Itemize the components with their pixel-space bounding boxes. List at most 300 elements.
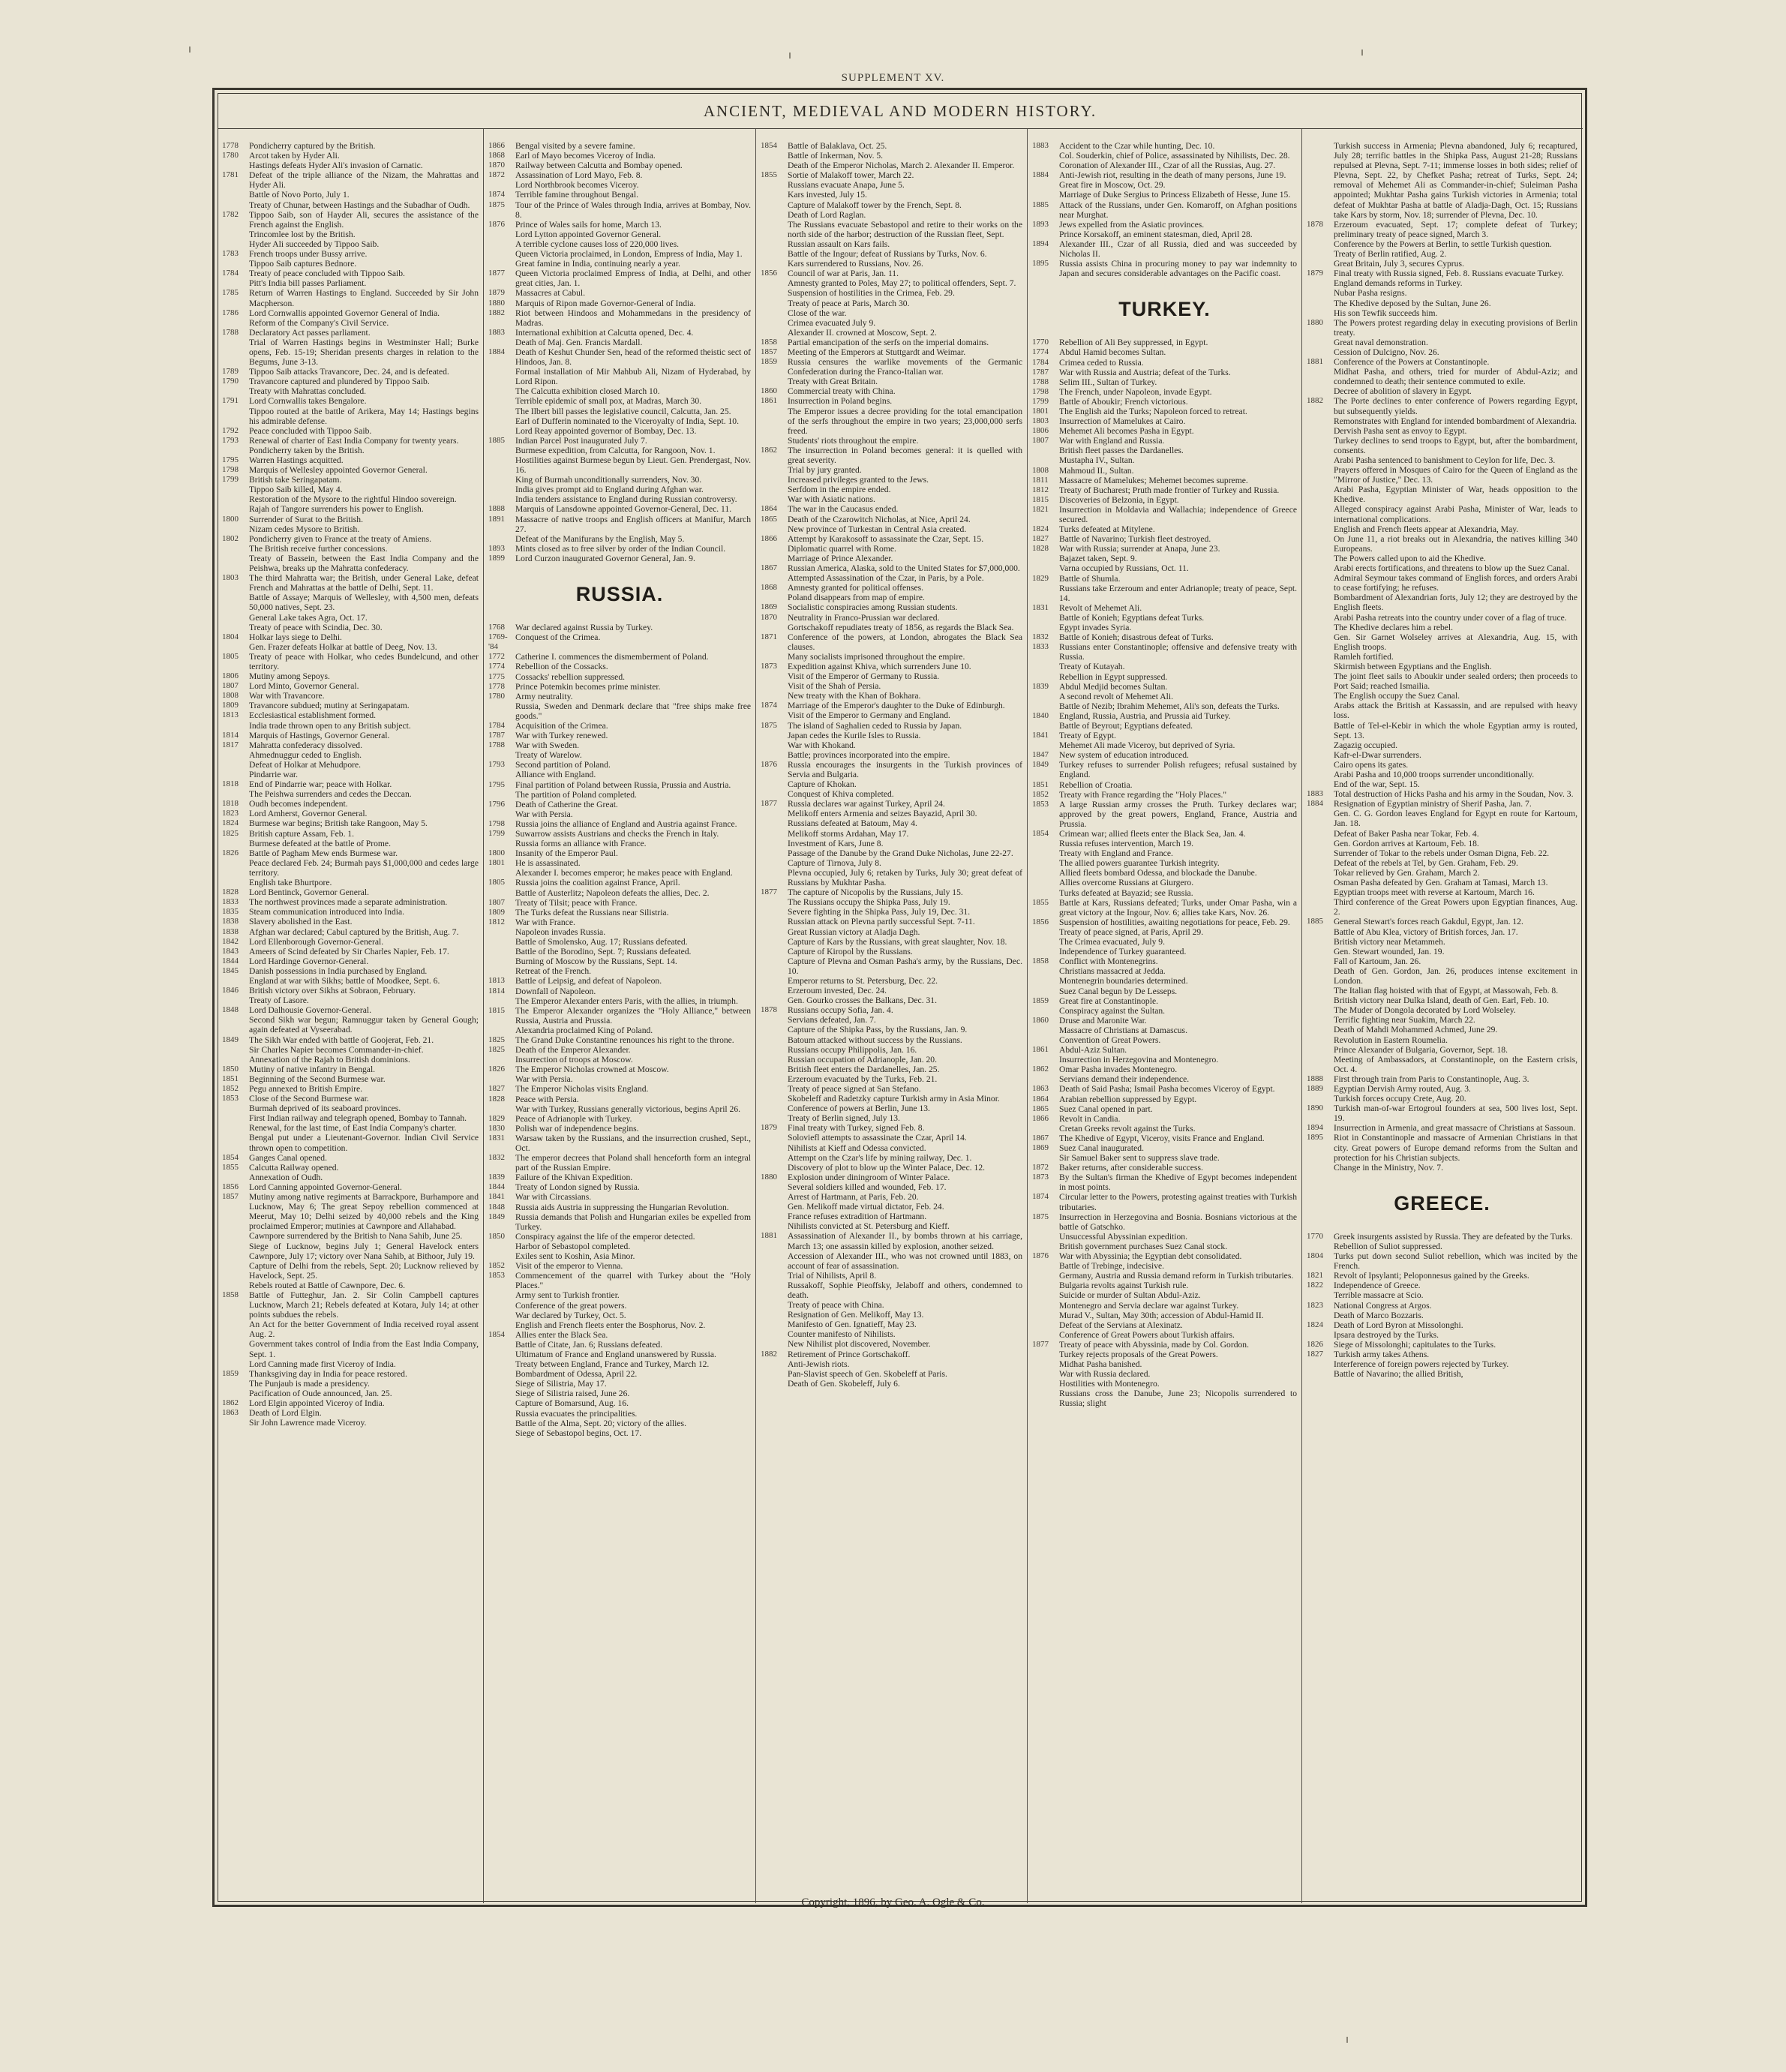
entry-text: Conference of the great powers. <box>515 1300 627 1311</box>
entry-year <box>1032 554 1059 563</box>
entry-year <box>1032 446 1059 455</box>
history-entry <box>1307 554 1577 563</box>
history-entry <box>222 534 479 544</box>
history-entry <box>761 485 1022 494</box>
entry-year <box>222 1173 249 1182</box>
entry-year: 1806 <box>1032 426 1049 436</box>
entry-year <box>1307 259 1334 269</box>
entry-text: Zagazig occupied. <box>1334 740 1397 750</box>
entry-year <box>761 1074 788 1084</box>
entry-text: Death of Lord Byron at Missolonghi. <box>1334 1320 1463 1330</box>
entry-text: Mutiny among native regiments at Barrackpore, Burhampore and Lucknow, May 6; The great Sepoy rebellion commenced at Meerut, May 10; Delhi seized by 40,000 rebels and the King proclaimed Emperor; mutinies at Cawnpore and Allahabad. <box>249 1192 479 1232</box>
entry-text: Battle of Trebinge, indecisive. <box>1059 1261 1165 1272</box>
entry-year <box>222 1123 249 1133</box>
entry-year <box>1307 721 1334 740</box>
history-entry <box>488 829 751 839</box>
entry-year: 1854 <box>222 1152 239 1162</box>
entry-year <box>1307 995 1334 1005</box>
entry-text: Partial emancipation of the serfs on the imperial domains. <box>788 337 989 347</box>
history-entry <box>1307 1281 1577 1290</box>
entry-text: Treaty of London signed by Russia. <box>515 1182 640 1193</box>
history-entry <box>222 1065 479 1074</box>
history-entry <box>488 1173 751 1182</box>
history-entry <box>488 672 751 682</box>
entry-text: End of Pindarrie war; peace with Holkar. <box>249 779 392 790</box>
entry-year <box>222 750 249 760</box>
entry-year <box>222 338 249 367</box>
entry-text: Increased privileges granted to the Jews. <box>788 475 929 485</box>
history-entry <box>222 190 479 200</box>
entry-year: 1867 <box>1032 1133 1049 1143</box>
entry-year: 1864 <box>1032 1094 1049 1104</box>
entry-text: New province of Turkestan in Central Asia created. <box>788 524 967 534</box>
history-entry <box>488 230 751 239</box>
entry-year <box>761 1153 788 1163</box>
entry-year: 1821 <box>1307 1271 1323 1281</box>
entry-text: Government takes control of India from the East India Company, Sept. 1. <box>249 1339 479 1359</box>
entry-year <box>1307 839 1334 848</box>
history-entry <box>1032 632 1297 642</box>
entry-text: Trial by jury granted. <box>788 465 862 476</box>
entry-year <box>761 691 788 701</box>
entry-text: Arabi Pasha and 10,000 troops surrender unconditionally. <box>1334 770 1535 779</box>
entry-text: Arabi Pasha, Egyptian Minister of War, heads opposition to the Khedive. <box>1334 485 1577 505</box>
entry-text: War with Sweden. <box>515 740 580 751</box>
entry-text: Pan-Slavist speech of Gen. Skobeleff at Paris. <box>788 1368 947 1379</box>
entry-year <box>488 701 515 721</box>
entry-text: Treaty of peace at Paris, March 30. <box>788 298 910 308</box>
entry-text: Turkey refuses to surrender Polish refugees; refusal sustained by England. <box>1059 760 1297 780</box>
history-entry <box>222 1055 479 1065</box>
entry-text: Alleged conspiracy against Arabi Pasha, Minister of War, leads to international complications. <box>1334 504 1577 524</box>
entry-year <box>488 1398 515 1408</box>
entry-year <box>222 593 249 612</box>
entry-year <box>222 1261 249 1281</box>
history-entry <box>761 897 1022 907</box>
history-entry <box>761 200 1022 210</box>
history-entry <box>488 731 751 740</box>
entry-year: 1824 <box>222 818 239 828</box>
history-entry <box>1307 1290 1577 1300</box>
history-entry <box>1032 141 1297 151</box>
entry-text: Montenegrin boundaries determined. <box>1059 976 1188 986</box>
entry-text: Japan cedes the Kurile Isles to Russia. <box>788 730 921 740</box>
entry-text: Russia assists China in procuring money to pay war indemnity to Japan and secures considerable advantages on the Pacific coast. <box>1059 259 1297 279</box>
entry-year: 1858 <box>222 1290 239 1299</box>
history-entry <box>222 976 479 986</box>
entry-text: Emperor returns to St. Petersburg, Dec. 22. <box>788 975 938 986</box>
entry-year <box>1307 485 1334 504</box>
history-entry <box>1032 731 1297 740</box>
entry-text: Final treaty with Russia signed, Feb. 8. Russians evacuate Turkey. <box>1334 269 1564 279</box>
history-entry <box>488 819 751 829</box>
history-entry <box>488 760 751 770</box>
entry-year <box>1032 180 1059 190</box>
entry-year: 1889 <box>1307 1084 1323 1093</box>
history-entry <box>1307 426 1577 436</box>
entry-text: Conspiracy against the Sultan. <box>1059 1005 1166 1016</box>
history-entry <box>488 662 751 671</box>
history-entry <box>1032 1212 1297 1232</box>
entry-text: Amnesty granted to Poles, May 27; to political offenders, Sept. 7. <box>788 278 1016 289</box>
history-entry <box>222 161 479 170</box>
entry-year <box>1307 671 1334 691</box>
entry-year <box>488 947 515 956</box>
entry-text: The Grand Duke Constantine renounces his right to the throne. <box>515 1034 734 1045</box>
entry-text: The Khedive deposed by the Sultan, June 26. <box>1334 298 1491 308</box>
history-entry <box>1032 347 1297 357</box>
history-entry <box>761 671 1022 681</box>
entry-year <box>222 1045 249 1055</box>
entry-text: Reform of the Company's Civil Service. <box>249 317 389 328</box>
entry-year <box>222 770 249 779</box>
entry-year <box>488 230 515 239</box>
entry-text: Tippoo Saib captures Bednore. <box>249 259 357 269</box>
entry-text: Omar Pasha invades Montenegro. <box>1059 1065 1178 1075</box>
history-entry <box>761 740 1022 750</box>
history-entry <box>1032 397 1297 407</box>
history-entry <box>488 1212 751 1232</box>
history-entry <box>1032 1320 1297 1330</box>
history-entry <box>222 1163 479 1173</box>
entry-year <box>761 1143 788 1153</box>
entry-year <box>1307 455 1334 465</box>
entry-text: Battle of Leipsig, and defeat of Napoleon. <box>515 976 662 986</box>
entry-year: 1818 <box>222 779 239 789</box>
history-entry <box>488 1114 751 1124</box>
entry-year <box>761 475 788 485</box>
entry-text: The Peishwa surrenders and cedes the Deccan. <box>249 789 412 800</box>
history-entry <box>761 544 1022 554</box>
entry-text: Renewal of charter of East India Company for twenty years. <box>249 435 459 446</box>
entry-text: Defeat of Baker Pasha near Tokar, Feb. 4. <box>1334 828 1479 839</box>
entry-text: Russians evacuate Anapa, June 5. <box>788 180 905 191</box>
history-entry <box>761 917 1022 926</box>
history-entry <box>222 760 479 770</box>
entry-year <box>1032 1281 1059 1290</box>
entry-text: Treaty of peace with Scindia, Dec. 30. <box>249 622 383 632</box>
entry-year: 1866 <box>761 533 777 543</box>
entry-text: Revolution in Eastern Roumelia. <box>1334 1034 1448 1045</box>
entry-year: 1769-'84 <box>488 632 508 652</box>
entry-year: 1876 <box>1032 1251 1049 1261</box>
entry-text: Russia, Sweden and Denmark declare that "free ships make free goods." <box>515 701 751 721</box>
entry-year <box>488 927 515 937</box>
entry-text: Massacre of Mamelukes; Mehemet becomes supreme. <box>1059 475 1248 485</box>
history-entry <box>761 161 1022 170</box>
entry-text: Defeat of the Manifurans by the English, May 5. <box>515 533 685 544</box>
history-entry <box>1307 848 1577 858</box>
entry-text: Conference by the Powers at Berlin, to settle Turkish question. <box>1334 239 1552 249</box>
entry-text: Coronation of Alexander III., Czar of all the Russias, Aug. 27. <box>1059 161 1276 171</box>
history-entry <box>488 947 751 956</box>
history-entry <box>1032 1153 1297 1163</box>
entry-year <box>1307 691 1334 701</box>
entry-year: 1857 <box>222 1192 239 1202</box>
entry-text: Melikoff enters Armenia and seizes Bayazid, April 30. <box>788 809 977 819</box>
entry-text: Suspension of hostilities in the Crimea, Feb. 29. <box>788 288 955 299</box>
entry-year: 1880 <box>488 298 505 308</box>
history-entry <box>1032 1251 1297 1261</box>
entry-text: Bengal put under a Lieutenant-Governor. Indian Civil Service thrown open to competition. <box>249 1133 479 1153</box>
entry-year: 1824 <box>1032 524 1049 534</box>
entry-year <box>761 1045 788 1055</box>
entry-year <box>1307 299 1334 308</box>
history-entry <box>488 1428 751 1438</box>
entry-year <box>488 839 515 848</box>
history-entry <box>222 1389 479 1398</box>
entry-year <box>488 1242 515 1251</box>
history-entry <box>1032 1340 1297 1350</box>
entry-year: 1844 <box>222 956 239 965</box>
entry-year <box>761 1094 788 1104</box>
history-entry <box>488 446 751 455</box>
entry-text: Burmah deprived of its seaboard provinces. <box>249 1104 401 1114</box>
entry-text: Pondicherry captured by the British. <box>249 141 376 151</box>
history-entry <box>761 347 1022 357</box>
history-entry <box>488 455 751 475</box>
entry-year <box>761 1339 788 1349</box>
entry-text: Montenegro and Servia declare war against Turkey. <box>1059 1300 1239 1311</box>
entry-year <box>1032 672 1059 682</box>
entry-year: 1842 <box>222 936 239 946</box>
entry-text: Revolt of Ipsylanti; Peloponnesus gained by the Greeks. <box>1334 1271 1529 1281</box>
history-entry <box>488 416 751 426</box>
history-entry <box>488 269 751 288</box>
entry-text: Independence of Turkey guaranteed. <box>1059 947 1187 957</box>
entry-text: Treaty of peace signed, at Paris, April 29. <box>1059 926 1204 937</box>
history-entry <box>1032 426 1297 436</box>
history-entry <box>1307 760 1577 770</box>
entry-year: 1778 <box>488 681 505 691</box>
entry-text: Great Britain, July 3, secures Cyprus. <box>1334 259 1464 269</box>
history-entry <box>488 299 751 308</box>
entry-year: 1870 <box>761 612 777 622</box>
entry-year <box>1032 1359 1059 1369</box>
history-entry <box>761 652 1022 662</box>
copyright-notice: Copyright, 1896, by Geo. A. Ogle & Co. <box>801 1896 985 1908</box>
entry-year: 1822 <box>1307 1281 1323 1290</box>
history-entry <box>488 1074 751 1084</box>
entry-text: Commercial treaty with China. <box>788 386 896 397</box>
history-entry <box>1032 682 1297 692</box>
entry-text: Ramleh fortified. <box>1334 651 1394 662</box>
entry-year <box>1032 692 1059 701</box>
history-entry <box>222 878 479 887</box>
entry-year: 1871 <box>761 632 777 641</box>
entry-year: 1851 <box>222 1074 239 1083</box>
entry-text: Ameers of Scind defeated by Sir Charles Napier, Feb. 17. <box>249 946 449 956</box>
history-entry <box>1032 858 1297 868</box>
entry-year: 1781 <box>222 170 239 180</box>
entry-text: King of Burmah unconditionally surrenders, Nov. 30. <box>515 475 702 485</box>
entry-text: Hostilities against Burmese begun by Lieut. Gen. Prendergast, Nov. 16. <box>515 455 751 476</box>
history-entry <box>222 407 479 426</box>
entry-year <box>1307 956 1334 966</box>
entry-year <box>488 338 515 347</box>
entry-text: Discovery of plot to blow up the Winter Palace, Dec. 12. <box>788 1162 986 1173</box>
entry-text: Commencement of the quarrel with Turkey about the "Holy Places." <box>515 1271 751 1291</box>
entry-text: Sortie of Malakoff tower, March 22. <box>788 170 914 181</box>
entry-year: 1828 <box>488 1094 505 1104</box>
page-title: ANCIENT, MEDIEVAL AND MODERN HISTORY. <box>703 102 1097 120</box>
entry-text: Alexander III., Czar of all Russia, died and was succeeded by Nicholas II. <box>1059 239 1297 260</box>
entry-year <box>1307 868 1334 878</box>
history-entry <box>222 1408 479 1418</box>
entry-year: 1821 <box>1032 504 1049 514</box>
history-entry <box>1032 466 1297 476</box>
entry-text: Crimea evacuated July 9. <box>788 317 876 328</box>
entry-year <box>761 299 788 308</box>
history-entry <box>222 1398 479 1408</box>
entry-text: Battle of the Borodino, Sept. 7; Russians defeated. <box>515 947 692 957</box>
history-entry <box>222 436 479 446</box>
entry-year: 1798 <box>488 818 505 828</box>
entry-year <box>488 534 515 544</box>
entry-text: Christians massacred at Jedda. <box>1059 966 1166 977</box>
entry-text: Lord Reay appointed governor of Bombay, Dec. 13. <box>515 425 697 436</box>
history-entry <box>1307 878 1577 887</box>
entry-text: Circular letter to the Powers, protesting against treaties with Turkish tributaries. <box>1059 1192 1297 1212</box>
history-entry <box>761 976 1022 986</box>
entry-text: Afghan war declared; Cabul captured by the British, Aug. 7. <box>249 926 459 937</box>
entry-text: Arrest of Hartmann, at Paris, Feb. 20. <box>788 1192 919 1203</box>
history-entry <box>222 937 479 947</box>
entry-year: 1825 <box>488 1045 505 1055</box>
entry-year <box>222 190 249 200</box>
entry-text: Ecclesiastical establishment formed. <box>249 710 377 721</box>
history-entry <box>222 750 479 760</box>
entry-year <box>488 966 515 976</box>
history-entry <box>1032 1359 1297 1369</box>
history-entry <box>222 1182 479 1192</box>
entry-text: Battle of Austerlitz; Napoleon defeats the allies, Dec. 2. <box>515 887 710 898</box>
entry-year: 1839 <box>488 1173 505 1182</box>
entry-year: 1878 <box>1307 219 1323 229</box>
entry-text: Nizam cedes Mysore to British. <box>249 524 360 534</box>
history-entry <box>1307 239 1577 249</box>
entry-text: Conflict with Montenegrins. <box>1059 956 1158 967</box>
history-entry <box>222 475 479 485</box>
history-entry <box>222 1094 479 1104</box>
entry-year: 1874 <box>1032 1192 1049 1202</box>
entry-year: 1825 <box>222 828 239 838</box>
entry-text: Ultimatum of France and England unanswered by Russia. <box>515 1349 716 1359</box>
history-entry <box>488 1359 751 1369</box>
history-entry <box>222 278 479 288</box>
entry-year <box>1032 927 1059 937</box>
entry-text: Hastings defeats Hyder Ali's invasion of Carnatic. <box>249 161 423 171</box>
entry-year <box>1307 1359 1334 1369</box>
entry-year <box>1032 1242 1059 1251</box>
history-entry <box>1307 1330 1577 1340</box>
history-entry <box>761 436 1022 446</box>
entry-year: 1883 <box>1307 789 1323 799</box>
history-entry <box>488 1389 751 1398</box>
entry-year: 1861 <box>1032 1045 1049 1055</box>
entry-year: 1863 <box>1032 1084 1049 1094</box>
entry-year: 1883 <box>488 327 505 337</box>
entry-year <box>1307 504 1334 524</box>
entry-text: Calcutta Railway opened. <box>249 1162 339 1173</box>
history-entry <box>761 190 1022 200</box>
entry-text: Pegu annexed to British Empire. <box>249 1084 363 1094</box>
entry-text: Surrender of Surat to the British. <box>249 514 363 524</box>
entry-text: Suicide or murder of Sultan Abdul-Aziz. <box>1059 1290 1201 1301</box>
entry-year: 1803 <box>222 573 239 583</box>
entry-year <box>761 710 788 720</box>
entry-year <box>761 308 788 318</box>
entry-year <box>761 1379 788 1389</box>
entry-year <box>1307 338 1334 347</box>
entry-text: Osman Pasha defeated by Gen. Graham at Tamasi, March 13. <box>1334 878 1548 888</box>
history-entry <box>222 907 479 917</box>
entry-year: 1814 <box>488 986 505 995</box>
history-entry <box>761 465 1022 475</box>
entry-text: Attack of the Russians, under Gen. Komaroff, on Afghan positions near Murghat. <box>1059 200 1297 220</box>
entry-text: Battle of the Ingour; defeat of Russians by Turks, Nov. 6. <box>788 249 987 260</box>
entry-text: Russia forms an alliance with France. <box>515 839 647 849</box>
entry-text: End of the war, Sept. 15. <box>1334 779 1420 790</box>
scan-mark <box>1361 50 1363 56</box>
history-entry <box>761 750 1022 760</box>
entry-text: Serfdom in the empire ended. <box>788 485 891 495</box>
entry-text: Treaty of Chunar, between Hastings and the Subadhar of Oudh. <box>249 200 470 210</box>
history-entry <box>1032 161 1297 170</box>
history-entry <box>488 927 751 937</box>
history-entry <box>761 1143 1022 1153</box>
history-entry <box>222 1084 479 1094</box>
history-entry <box>1307 1340 1577 1350</box>
history-entry <box>488 1251 751 1261</box>
entry-text: Battle of Konieh; disastrous defeat of Turks. <box>1059 632 1214 643</box>
entry-text: Convention of Great Powers. <box>1059 1034 1161 1045</box>
history-entry <box>1032 534 1297 544</box>
history-entry <box>1307 259 1577 269</box>
history-entry <box>1032 603 1297 613</box>
entry-text: The English occupy the Suez Canal. <box>1334 691 1460 701</box>
history-entry <box>222 1035 479 1045</box>
entry-year <box>761 161 788 170</box>
entry-year: 1827 <box>1032 534 1049 544</box>
entry-year <box>761 524 788 534</box>
entry-text: The allied powers guarantee Turkish integrity. <box>1059 858 1220 869</box>
entry-text: Gen. Frazer defeats Holkar at battle of Deeg, Nov. 13. <box>249 641 437 652</box>
history-entry <box>222 818 479 828</box>
history-entry <box>222 966 479 976</box>
entry-text: The Muder of Dongola decorated by Lord Wolseley. <box>1334 1005 1516 1016</box>
entry-text: Attempted Assassination of the Czar, in Paris, by a Pole. <box>788 573 984 584</box>
entry-text: Rebellion of the Cossacks. <box>515 662 608 672</box>
entry-year <box>761 1369 788 1379</box>
entry-year: 1833 <box>222 897 239 907</box>
entry-year: 1827 <box>1307 1349 1323 1359</box>
entry-year: 1783 <box>222 249 239 259</box>
entry-text: British fleet enters the Dardanelles, Jan. 25. <box>788 1064 940 1074</box>
entry-year: 1799 <box>1032 396 1049 406</box>
entry-text: Peace of Adrianople with Turkey. <box>515 1113 632 1124</box>
entry-text: Allies enter the Black Sea. <box>515 1329 608 1340</box>
history-entry <box>222 701 479 710</box>
history-entry <box>761 907 1022 917</box>
entry-text: British government purchases Suez Canal stock. <box>1059 1241 1228 1251</box>
history-column-russia <box>756 141 1027 1889</box>
entry-year: 1870 <box>488 161 505 170</box>
entry-text: Capture of Plevna and Osman Pasha's army, by the Russians, Dec. 10. <box>788 956 1022 976</box>
entry-year <box>1032 1311 1059 1320</box>
history-entry <box>1307 1242 1577 1251</box>
entry-year <box>1307 947 1334 956</box>
